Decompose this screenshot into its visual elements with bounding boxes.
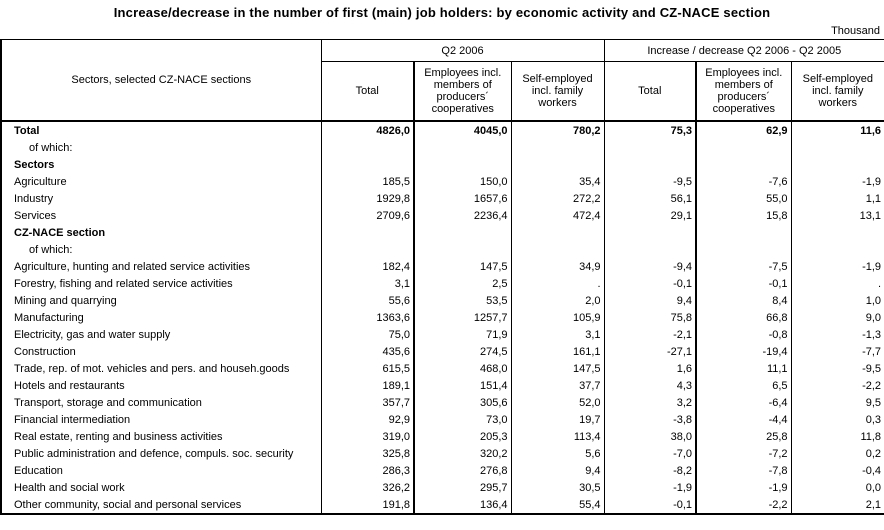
row-label: of which: <box>1 139 321 156</box>
cell-value: 2236,4 <box>414 207 511 224</box>
cell-value: 30,5 <box>511 479 604 496</box>
cell-value: . <box>511 275 604 292</box>
cell-value: 15,8 <box>696 207 791 224</box>
cell-value: -7,0 <box>604 445 696 462</box>
cell-value: 0,0 <box>865 481 882 494</box>
table-row <box>1 377 884 394</box>
row-label: Manufacturing <box>1 309 321 326</box>
col-header-total-q2: Total <box>321 62 414 122</box>
table-row <box>1 411 884 428</box>
cell-value: 780,2 <box>511 121 604 139</box>
cell-value: 0,3 <box>865 413 882 426</box>
cell-value: 75,3 <box>604 121 696 139</box>
cell-value: 55,6 <box>321 292 414 309</box>
cell-value: 1,0 <box>865 294 882 307</box>
cell-value: -0,1 <box>696 275 791 292</box>
cell-value: -7,2 <box>696 445 791 462</box>
cell-value: 274,5 <box>414 343 511 360</box>
cell-value: 105,9 <box>511 309 604 326</box>
cell-value <box>511 224 604 241</box>
cell-value: 319,0 <box>321 428 414 445</box>
row-label: Agriculture <box>1 173 321 190</box>
cell-value: 136,4 <box>414 496 511 514</box>
cell-value: -7,8 <box>696 462 791 479</box>
cell-value: -1,3 <box>862 328 882 341</box>
row-label: Sectors <box>1 156 321 173</box>
table-row <box>1 156 884 173</box>
cell-value: 1,6 <box>604 360 696 377</box>
cell-value: 326,2 <box>321 479 414 496</box>
cell-value: 2,1 <box>865 498 882 511</box>
cell-value: -1,9 <box>604 479 696 496</box>
row-label: Financial intermediation <box>1 411 321 428</box>
cell-value: 2,0 <box>511 292 604 309</box>
cell-value <box>511 139 604 156</box>
cell-value: 34,9 <box>511 258 604 275</box>
cell-value: 29,1 <box>604 207 696 224</box>
cell-value: -9,5 <box>862 362 882 375</box>
cell-value: 276,8 <box>414 462 511 479</box>
cell-value <box>321 241 414 258</box>
cell-value: -9,4 <box>604 258 696 275</box>
row-label: Trade, rep. of mot. vehicles and pers. and househ.goods <box>1 360 321 377</box>
cell-value: -6,4 <box>696 394 791 411</box>
row-label: Real estate, renting and business activities <box>1 428 321 445</box>
cell-value: 3,1 <box>321 275 414 292</box>
cell-value: 53,5 <box>414 292 511 309</box>
row-label: Total <box>1 121 321 139</box>
table-row <box>1 428 884 445</box>
row-header-label: Sectors, selected CZ-NACE sections <box>1 40 321 122</box>
table-row <box>1 326 884 343</box>
cell-value: 2,5 <box>414 275 511 292</box>
cell-value: -7,5 <box>696 258 791 275</box>
col-header-employees-q2: Employees incl. members of producers´ cooperatives <box>414 62 511 122</box>
cell-value: 9,0 <box>865 311 882 324</box>
row-label: CZ-NACE section <box>1 224 321 241</box>
cell-value: 4045,0 <box>414 121 511 139</box>
cell-value: 75,0 <box>321 326 414 343</box>
cell-value <box>791 241 884 258</box>
row-label: Hotels and restaurants <box>1 377 321 394</box>
cell-value: -19,4 <box>696 343 791 360</box>
cell-value: -0,4 <box>862 464 882 477</box>
table-row <box>1 292 884 309</box>
cell-value: 66,8 <box>696 309 791 326</box>
cell-value: 4,3 <box>604 377 696 394</box>
table-body <box>1 121 884 514</box>
cell-value: 305,6 <box>414 394 511 411</box>
cell-value: 38,0 <box>604 428 696 445</box>
cell-value <box>604 241 696 258</box>
cell-value: -1,9 <box>696 479 791 496</box>
unit-label: Thousand <box>831 25 880 37</box>
cell-value: 2709,6 <box>321 207 414 224</box>
cell-value: 62,9 <box>696 121 791 139</box>
cell-value <box>321 139 414 156</box>
cell-value <box>511 241 604 258</box>
cell-value: -3,8 <box>604 411 696 428</box>
cell-value: -7,6 <box>696 173 791 190</box>
row-label: of which: <box>1 241 321 258</box>
row-label: Construction <box>1 343 321 360</box>
cell-value: 56,1 <box>604 190 696 207</box>
cell-value: 150,0 <box>414 173 511 190</box>
cell-value <box>414 156 511 173</box>
cell-value: 615,5 <box>321 360 414 377</box>
cell-value: -0,1 <box>604 275 696 292</box>
cell-value: 320,2 <box>414 445 511 462</box>
cell-value: -9,5 <box>604 173 696 190</box>
cell-value: 92,9 <box>321 411 414 428</box>
table-row <box>1 190 884 207</box>
cell-value: 73,0 <box>414 411 511 428</box>
col-group-increase-decrease: Increase / decrease Q2 2006 - Q2 2005 <box>604 40 884 62</box>
cell-value: 52,0 <box>511 394 604 411</box>
cell-value <box>511 156 604 173</box>
cell-value: 9,5 <box>865 396 882 409</box>
cell-value <box>321 224 414 241</box>
col-header-selfemployed-q2: Self-employed incl. family workers <box>511 62 604 122</box>
cell-value: 0,2 <box>865 447 882 460</box>
cell-value: 1363,6 <box>321 309 414 326</box>
cell-value: 1657,6 <box>414 190 511 207</box>
cell-value: 6,5 <box>696 377 791 394</box>
cell-value: -2,2 <box>862 379 882 392</box>
cell-value: 19,7 <box>511 411 604 428</box>
cell-value: -1,9 <box>862 260 882 273</box>
cell-value: 185,5 <box>321 173 414 190</box>
cell-value: -0,8 <box>696 326 791 343</box>
table-row <box>1 173 884 190</box>
row-label: Services <box>1 207 321 224</box>
cell-value <box>696 224 791 241</box>
cell-value: 189,1 <box>321 377 414 394</box>
cell-value <box>791 139 884 156</box>
cell-value: -4,4 <box>696 411 791 428</box>
cell-value: 9,4 <box>511 462 604 479</box>
cell-value: 55,4 <box>511 496 604 514</box>
row-label: Transport, storage and communication <box>1 394 321 411</box>
cell-value: 3,1 <box>511 326 604 343</box>
cell-value: 1929,8 <box>321 190 414 207</box>
cell-value: -1,9 <box>862 175 882 188</box>
row-label: Mining and quarrying <box>1 292 321 309</box>
table-row <box>1 224 884 241</box>
row-label: Public administration and defence, compuls. soc. security <box>1 445 321 462</box>
cell-value: 113,4 <box>511 428 604 445</box>
cell-value: -7,7 <box>862 345 882 358</box>
cell-value: 55,0 <box>696 190 791 207</box>
cell-value: 182,4 <box>321 258 414 275</box>
cell-value: 472,4 <box>511 207 604 224</box>
cell-value: 75,8 <box>604 309 696 326</box>
cell-value: 11,1 <box>696 360 791 377</box>
cell-value: 8,4 <box>696 292 791 309</box>
cell-value: 325,8 <box>321 445 414 462</box>
col-header-employees-diff: Employees incl. members of producers´ cooperatives <box>696 62 791 122</box>
table-row <box>1 258 884 275</box>
cell-value: -2,1 <box>604 326 696 343</box>
row-label: Industry <box>1 190 321 207</box>
header-group-row <box>1 40 884 62</box>
cell-value <box>696 241 791 258</box>
table-row <box>1 121 884 139</box>
cell-value <box>696 139 791 156</box>
cell-value: 13,1 <box>859 209 882 222</box>
cell-value <box>604 139 696 156</box>
cell-value <box>604 224 696 241</box>
cell-value: 4826,0 <box>321 121 414 139</box>
cell-value: 37,7 <box>511 377 604 394</box>
table-row <box>1 394 884 411</box>
row-label: Forestry, fishing and related service activities <box>1 275 321 292</box>
page-title: Increase/decrease in the number of first (main) job holders: by economic activity and CZ-NACE section <box>113 5 771 20</box>
cell-value <box>414 241 511 258</box>
cell-value <box>321 156 414 173</box>
cell-value: -27,1 <box>604 343 696 360</box>
table-row <box>1 275 884 292</box>
table-row <box>1 207 884 224</box>
cell-value: -2,2 <box>696 496 791 514</box>
cell-value: 11,6 <box>860 124 882 137</box>
cell-value: 272,2 <box>511 190 604 207</box>
cell-value: 468,0 <box>414 360 511 377</box>
table-row <box>1 479 884 496</box>
cell-value <box>604 156 696 173</box>
cell-value: 151,4 <box>414 377 511 394</box>
cell-value: 147,5 <box>414 258 511 275</box>
cell-value <box>414 224 511 241</box>
cell-value: . <box>877 277 882 290</box>
cell-value: 286,3 <box>321 462 414 479</box>
cell-value: 71,9 <box>414 326 511 343</box>
cell-value: 5,6 <box>511 445 604 462</box>
cell-value: 3,2 <box>604 394 696 411</box>
table-row <box>1 309 884 326</box>
cell-value <box>791 156 884 173</box>
table-row <box>1 241 884 258</box>
col-header-selfemployed-diff: Self-employed incl. family workers <box>791 62 884 122</box>
row-label: Electricity, gas and water supply <box>1 326 321 343</box>
cell-value: 11,8 <box>860 430 882 443</box>
table-row <box>1 462 884 479</box>
cell-value: 1257,7 <box>414 309 511 326</box>
cell-value: 191,8 <box>321 496 414 514</box>
cell-value <box>696 156 791 173</box>
col-group-q2-2006: Q2 2006 <box>321 40 604 62</box>
statistics-table <box>0 39 884 515</box>
table-row <box>1 445 884 462</box>
table-row <box>1 343 884 360</box>
cell-value: 357,7 <box>321 394 414 411</box>
table-row <box>1 496 884 514</box>
cell-value <box>791 224 884 241</box>
cell-value: -8,2 <box>604 462 696 479</box>
cell-value: 161,1 <box>511 343 604 360</box>
cell-value: 1,1 <box>865 192 882 205</box>
row-label: Health and social work <box>1 479 321 496</box>
table-row <box>1 139 884 156</box>
cell-value: 205,3 <box>414 428 511 445</box>
col-header-total-diff: Total <box>604 62 696 122</box>
row-label: Agriculture, hunting and related service activities <box>1 258 321 275</box>
cell-value: 295,7 <box>414 479 511 496</box>
cell-value: -0,1 <box>604 496 696 514</box>
row-label: Education <box>1 462 321 479</box>
cell-value: 25,8 <box>696 428 791 445</box>
cell-value <box>414 139 511 156</box>
cell-value: 9,4 <box>604 292 696 309</box>
cell-value: 147,5 <box>511 360 604 377</box>
cell-value: 35,4 <box>511 173 604 190</box>
row-label: Other community, social and personal services <box>1 496 321 514</box>
table-row <box>1 360 884 377</box>
cell-value: 435,6 <box>321 343 414 360</box>
